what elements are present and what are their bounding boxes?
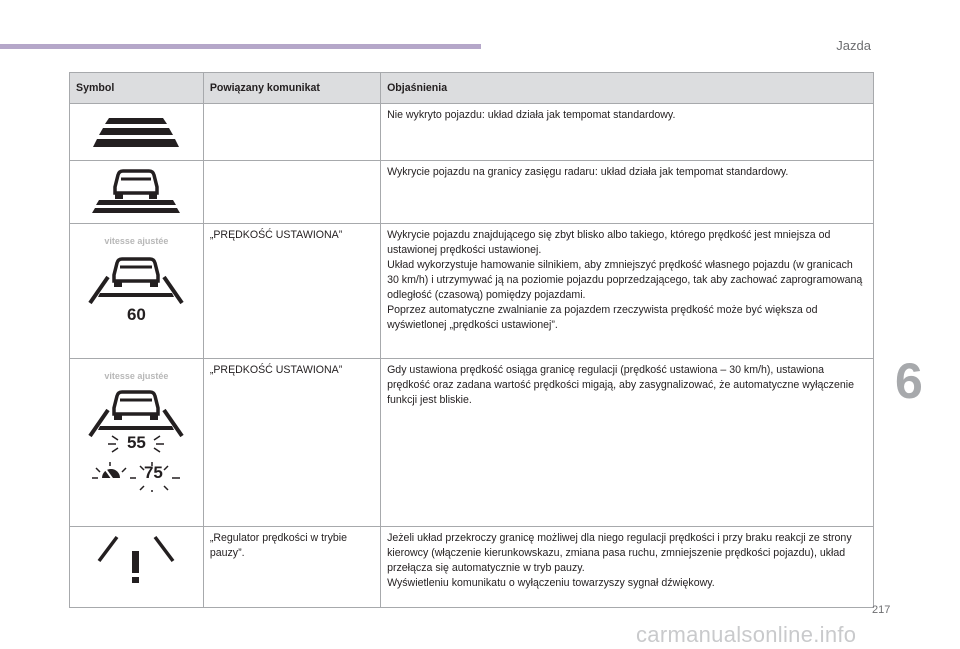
symbols-table <box>69 72 874 608</box>
speed-value: 60 <box>126 305 146 324</box>
explanation-cell: Nie wykryto pojazdu: układ działa jak tempomat standardowy. <box>381 104 874 161</box>
column-header-message: Powiązany komunikat <box>203 73 380 104</box>
symbol-cell <box>70 527 204 608</box>
explanation-cell: Wykrycie pojazdu na granicy zasięgu radaru: układ działa jak tempomat standardowy. <box>381 161 874 224</box>
regulation-limit-icon <box>86 388 186 456</box>
symbol-cell <box>70 161 204 224</box>
adjusted-speed-caption: vitesse ajustée <box>104 236 169 246</box>
lane-lines-icon <box>91 112 181 152</box>
message-cell: „PRĘDKOŚĆ USTAWIONA” <box>203 359 380 527</box>
explanation-text: Wykrycie pojazdu znajdującego się zbyt blisko albo takiego, którego prędkość jest mniejsza od ustawionej prędkości ustawionej. Układ wykorzystuje hamowanie silnikiem, aby zmniejszyć prędkość własnego pojazdu (w granicach 30 km/h) i utrzymywać ją na poziomie pojazdu poprzedzającego, tak aby zachować zaprogramowaną odległość (czasową) pomiędzy pojazdami. Poprzez automatyczne zwalnianie za pojazdem rzeczywista prędkość może być większa od wyświetlonej „prędkości ustawionej”. <box>387 229 863 331</box>
explanation-cell <box>381 224 874 359</box>
watermark: carmanualsonline.info <box>636 622 857 647</box>
message-cell: „Regulator prędkości w trybie pauzy”. <box>203 527 380 608</box>
symbol-cell <box>70 359 204 527</box>
column-header-symbol: Symbol <box>70 73 204 104</box>
speed-value: 55 <box>126 433 146 452</box>
explanation-cell: Gdy ustawiona prędkość osiąga granicę regulacji (prędkość ustawiona – 30 km/h), ustawiona prędkość oraz zadana wartość prędkości migają, aby zasygnalizować, że automatyczne wyłączenie funkcji jest bliskie. <box>381 359 874 527</box>
message-cell: „PRĘDKOŚĆ USTAWIONA” <box>203 224 380 359</box>
table-row <box>70 527 874 608</box>
warning-exclamation-icon <box>91 533 181 585</box>
page-number: 217 <box>872 604 891 616</box>
set-speed-value: 75 <box>143 463 163 482</box>
vehicle-too-close-icon <box>86 255 186 325</box>
table-row <box>70 359 874 527</box>
table-row <box>70 224 874 359</box>
table-row <box>70 161 874 224</box>
chapter-number: 6 <box>895 353 923 409</box>
vehicle-in-range-edge-icon <box>91 167 181 215</box>
explanation-text: Jeżeli układ przekroczy granicę możliwej dla niego regulacji prędkości i przy braku reakcji ze strony kierowcy (włączenie kierunkowskazu, zmiana pasa ruchu, zmniejszenie prędkości pojazdu), układ przełącza się automatycznie w tryb pauzy. Wyświetleniu komunikatu o wyłączeniu towarzyszy sygnał dźwiękowy. <box>387 532 852 589</box>
message-cell <box>203 161 380 224</box>
set-speed-blinking-icon <box>86 460 186 492</box>
symbol-cell <box>70 104 204 161</box>
section-title: Jazda <box>836 38 871 53</box>
table-row <box>70 104 874 161</box>
header-accent-bar <box>0 44 481 49</box>
column-header-explanation: Objaśnienia <box>381 73 874 104</box>
adjusted-speed-caption: vitesse ajustée <box>104 371 169 381</box>
symbol-cell <box>70 224 204 359</box>
table-header-row <box>70 73 874 104</box>
message-cell <box>203 104 380 161</box>
explanation-cell <box>381 527 874 608</box>
